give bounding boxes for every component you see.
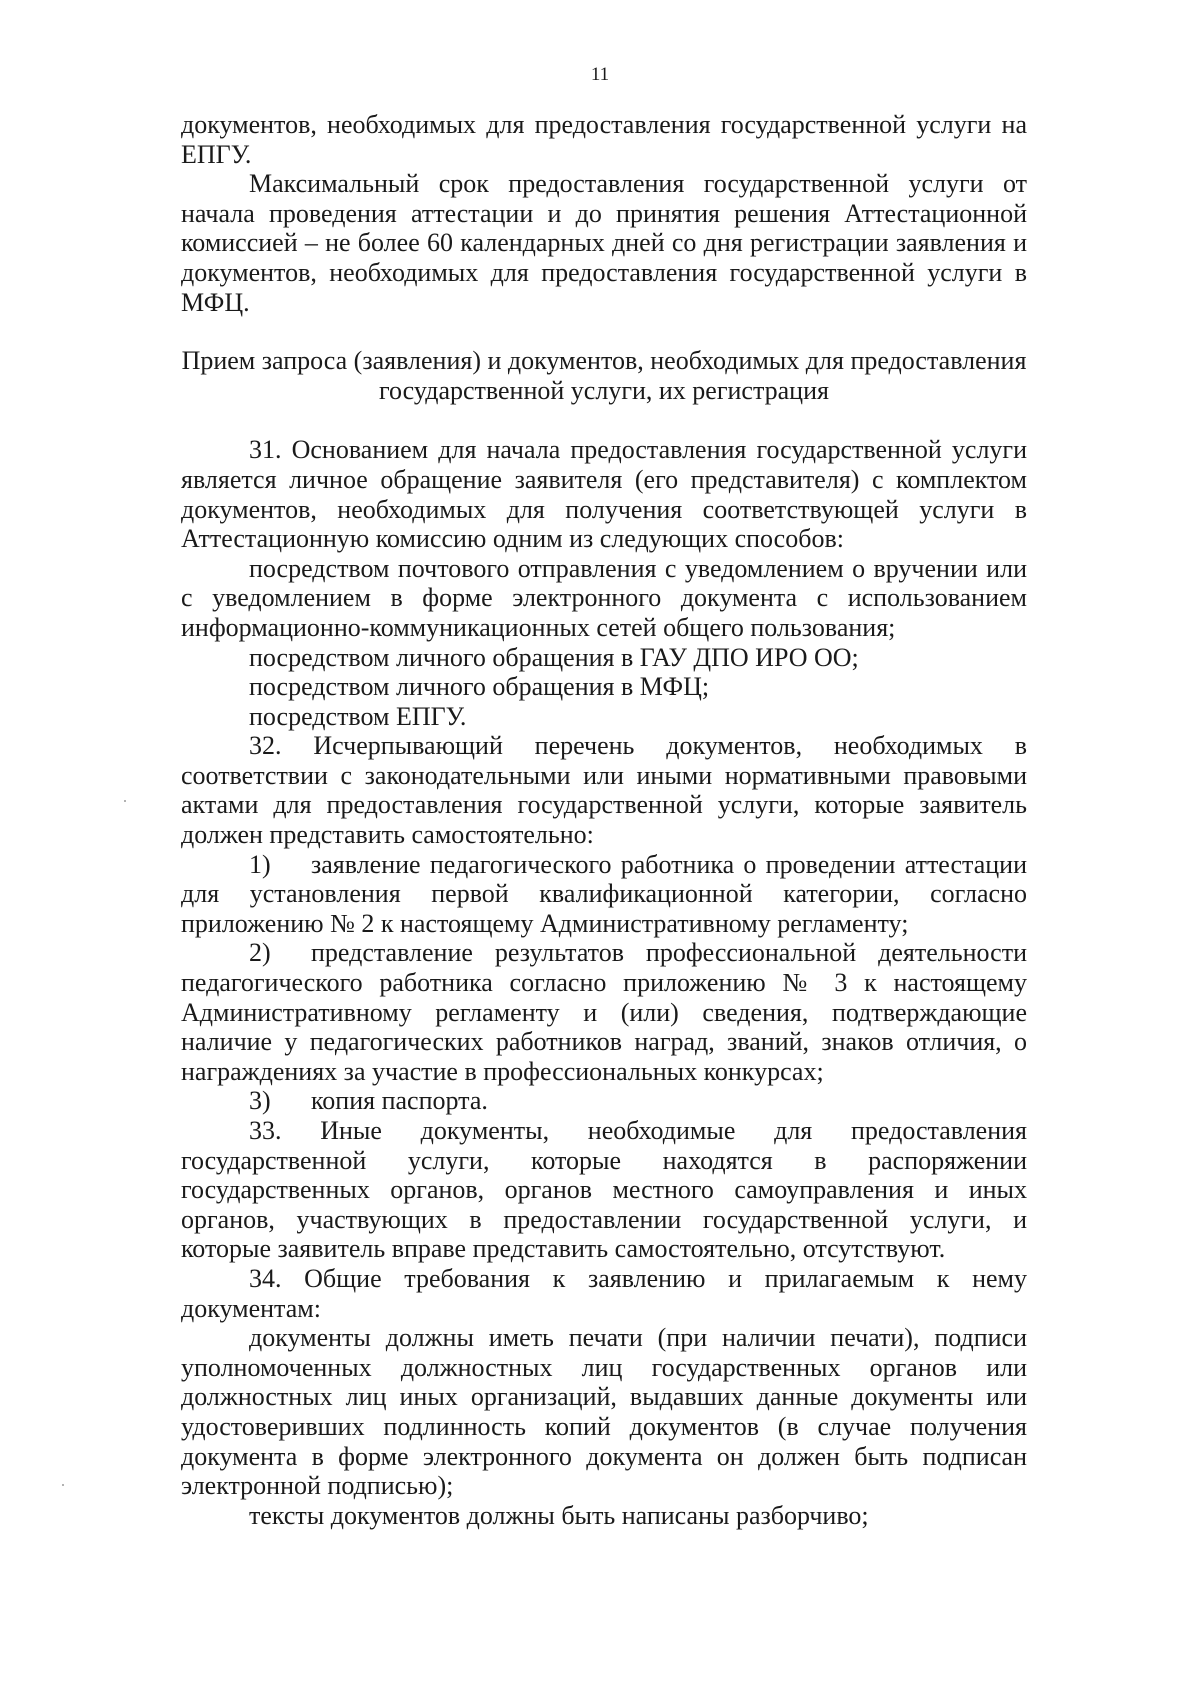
list-item-text: представление результатов профессиональной деятельности педагогического работника согласно приложению № 3 к настоящему Административному регламенту и (или) сведения, подтверждающие наличие у педагогических работников наград, званий, знаков отличия, о награждениях за участие в профессиональных конкурсах; — [181, 938, 1027, 1086]
scan-speck — [62, 1484, 64, 1486]
paragraph-34: 34. Общие требования к заявлению и прилагаемым к нему документам: — [181, 1263, 1027, 1323]
list-item-32-1 — [181, 850, 1027, 939]
paragraph-34-seals: документы должны иметь печати (при наличии печати), подписи уполномоченных должностных лиц государственных органов или должностных лиц иных организаций, выдавших данные документы или удостоверивших подлинность копий документов (в случае получения документа в форме электронного документа он должен быть подписан электронной подписью); — [181, 1323, 1027, 1501]
paragraph-31: 31. Основанием для начала предоставления государственной услуги является личное обращение заявителя (его представителя) с комплектом документов, необходимых для получения соответствующей услуги в Аттестационную комиссию одним из следующих способов: — [181, 435, 1027, 554]
page-number: 11 — [590, 64, 610, 85]
list-item-number: 2) — [249, 938, 271, 968]
list-item-text: копия паспорта. — [311, 1086, 488, 1116]
paragraph-max-term: Максимальный срок предоставления государственной услуги от начала проведения аттестации и до принятия решения Аттестационной комиссией – не более 60 календарных дней со дня регистрации заявления и документов, необходимых для предоставления государственной услуги в МФЦ. — [181, 169, 1027, 317]
list-item-32-2 — [181, 938, 1027, 1086]
paragraph-31-iro: посредством личного обращения в ГАУ ДПО ИРО ОО; — [249, 642, 859, 672]
section-heading: Прием запроса (заявления) и документов, необходимых для предоставления государственной услуги, их регистрация — [181, 346, 1027, 405]
list-item-32-3 — [181, 1086, 1027, 1116]
list-item-text: заявление педагогического работника о проведении аттестации для установления первой квалификационной категории, согласно приложению № 2 к настоящему Административному регламенту; — [181, 849, 1027, 938]
paragraph-31-mfc: посредством личного обращения в МФЦ; — [249, 672, 710, 702]
list-item-number: 3) — [249, 1086, 271, 1116]
paragraph-31-mail: посредством почтового отправления с уведомлением о вручении или с уведомлением в форме электронного документа с использованием информационно-коммуникационных сетей общего пользования; — [181, 553, 1027, 642]
paragraph-33: 33. Иные документы, необходимые для предоставления государственной услуги, которые находятся в распоряжении государственных органов, органов местного самоуправления и иных органов, участвующих в предоставлении государственной услуги, и которые заявитель вправе представить самостоятельно, отсутствуют. — [181, 1116, 1027, 1264]
document-body — [181, 110, 1027, 1530]
paragraph-continuation: документов, необходимых для предоставления государственной услуги на ЕПГУ. — [181, 110, 1027, 169]
paragraph-34-legible: тексты документов должны быть написаны разборчиво; — [249, 1500, 869, 1530]
paragraph-31-epgu: посредством ЕПГУ. — [249, 701, 467, 731]
paragraph-32: 32. Исчерпывающий перечень документов, необходимых в соответствии с законодательными или иными нормативными правовыми актами для предоставления государственной услуги, которые заявитель должен представить самостоятельно: — [181, 731, 1027, 850]
scan-speck — [124, 800, 126, 802]
list-item-number: 1) — [249, 849, 271, 879]
